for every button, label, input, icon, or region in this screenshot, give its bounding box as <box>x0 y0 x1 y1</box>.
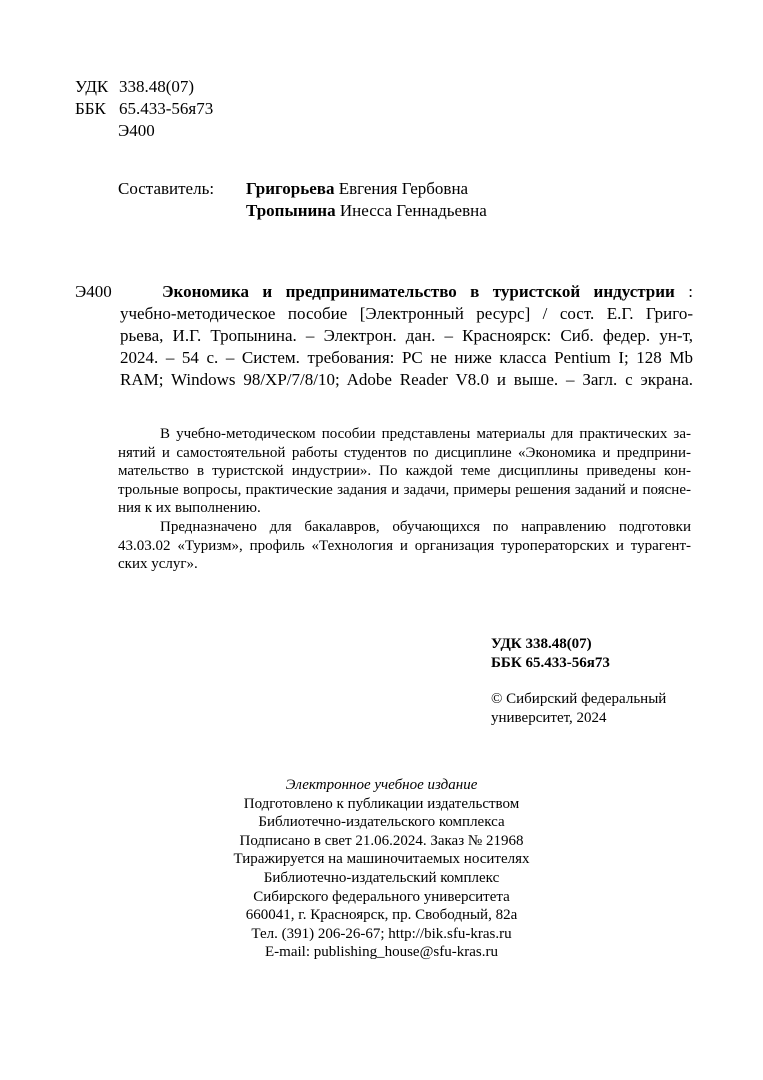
biblio-line-1: учебно-методическое пособие [Электронный ресурс] / сост. Е.Г. Григо- <box>120 304 693 323</box>
udk-value: 338.48(07) <box>119 77 195 96</box>
copyright <box>491 690 666 727</box>
abstract <box>118 425 691 574</box>
compiler-1-surname: Григорьева <box>246 179 335 198</box>
biblio-sign: Э400 <box>75 282 112 301</box>
biblio-title: Экономика и предпринимательство в туристской индустрии <box>162 282 675 301</box>
udk-label: УДК <box>75 77 109 96</box>
compiler-1-names: Евгения Гербовна <box>334 179 469 198</box>
imprint-line-8: Тел. (391) 206-26-67; http://bik.sfu-kras.ru <box>251 925 512 942</box>
classification-block <box>75 76 213 142</box>
imprint-line-2: Библиотечно-издательского комплекса <box>258 814 505 831</box>
compiler-2-surname: Тропынина <box>246 201 336 220</box>
copyright-line-1: © Сибирский федеральный <box>491 691 667 707</box>
compiler-2-names: Инесса Геннадьевна <box>335 201 487 220</box>
biblio-line-3: 2024. – 54 с. – Систем. требования: PC не ниже класса Pentium I; 128 Mb <box>120 348 693 367</box>
biblio-record <box>120 281 693 391</box>
abstract-p1-line-5: ния к их выполнению. <box>118 500 261 517</box>
udk-row <box>75 76 213 98</box>
abstract-p2-line-2: 43.03.02 «Туризм», профиль «Технология и организация туроператорских и турагент- <box>118 537 691 554</box>
imprint-line-7: 660041, г. Красноярск, пр. Свободный, 82а <box>245 907 518 924</box>
imprint <box>180 776 583 962</box>
author-sign: Э400 <box>118 121 155 140</box>
biblio-line-4: RAM; Windows 98/XP/7/8/10; Adobe Reader V8.0 и выше. – Загл. с экрана. <box>120 370 693 389</box>
imprint-line-6: Сибирского федерального университета <box>253 888 510 905</box>
imprint-line-1: Подготовлено к публикации издательством <box>243 795 520 812</box>
abstract-p1-line-4: трольные вопросы, практические задания и задачи, примеры решения заданий и поясне- <box>118 481 691 498</box>
abstract-p1-line-2: нятий и самостоятельной работы студентов по дисциплине «Экономика и предприни- <box>118 444 691 461</box>
bottom-classification <box>491 635 610 672</box>
bbk-label: ББК <box>75 99 106 118</box>
bottom-udk: УДК 338.48(07) <box>491 636 592 652</box>
imprint-line-3: Подписано в свет 21.06.2024. Заказ № 21968 <box>239 832 524 849</box>
biblio-title-line <box>162 281 693 303</box>
bbk-row <box>75 98 213 120</box>
imprint-heading: Электронное учебное издание <box>285 777 478 793</box>
abstract-p1-line-3: мательство в туристской индустрии». По каждой теме дисциплины приведены кон- <box>118 463 691 480</box>
imprint-line-5: Библиотечно-издательский комплекс <box>263 869 500 886</box>
biblio-line-2: рьева, И.Г. Тропынина. – Электрон. дан. – Красноярск: Сиб. федер. ун-т, <box>120 326 693 345</box>
compilers-list <box>246 178 487 222</box>
abstract-p1-line-1: В учебно-методическом пособии представлены материалы для практических за- <box>160 426 691 442</box>
bbk-value: 65.433-56я73 <box>119 99 214 118</box>
bottom-bbk: ББК 65.433-56я73 <box>491 654 610 671</box>
compilers-label: Составитель: <box>118 179 215 198</box>
imprint-line-9: E-mail: publishing_house@sfu-kras.ru <box>265 944 498 961</box>
compiler-1 <box>246 178 487 200</box>
copyright-line-2: университет, 2024 <box>491 709 607 726</box>
abstract-p2-line-1: Предназначено для бакалавров, обучающихся по направлению подготовки <box>160 518 691 535</box>
abstract-p2-line-3: ских услуг». <box>118 556 198 573</box>
author-sign-row <box>75 120 213 142</box>
biblio-title-colon: : <box>688 282 693 301</box>
compiler-2 <box>246 200 487 222</box>
imprint-line-4: Тиражируется на машиночитаемых носителях <box>233 851 530 868</box>
